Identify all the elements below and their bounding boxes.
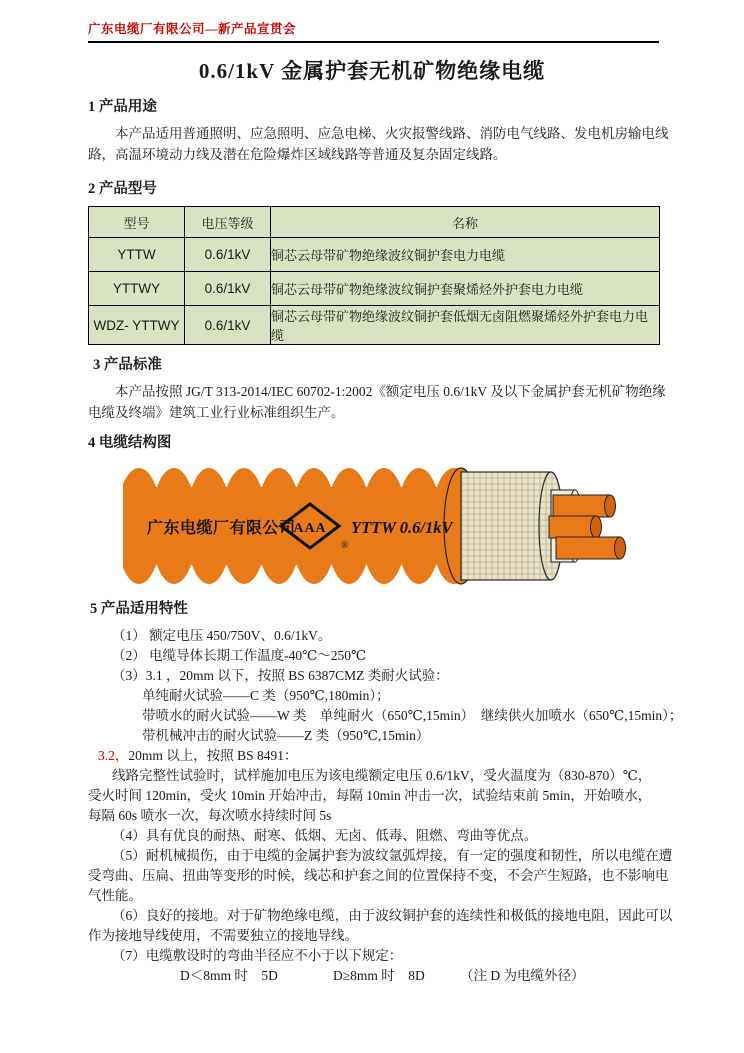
section-heading-1: 1 产品用途: [88, 99, 157, 115]
bend-radius-item: （注 D 为电缆外径）: [460, 968, 585, 983]
feature-list: [88, 626, 683, 986]
cell-name: 铜芯云母带矿物绝缘波纹铜护套电力电缆: [271, 238, 660, 272]
feature-line: 带喷水的耐火试验——W 类 单纯耐火（650℃,15min） 继续供火加喷水（650℃,15min）；: [142, 708, 683, 723]
paragraph-line: 电缆及终端》建筑工业行业标准组织生产。: [88, 405, 345, 420]
section1-paragraph: [88, 123, 669, 165]
header-title: 广东电缆厂有限公司—新产品宣贯会: [88, 22, 297, 36]
feature-line: （3）3.1 ，20mm 以下，按照 BS 6387CMZ 类耐火试验：: [112, 668, 449, 683]
column-header-volt: 电压等级: [185, 207, 271, 238]
section-heading-5: 5 产品适用特性: [90, 601, 188, 617]
feature-line: 受火时间 120min，受火 10min 开始冲击，每隔 10min 冲击一次，试验结束前 5min，开始喷水，: [88, 788, 652, 803]
section3-paragraph: [88, 381, 666, 423]
feature-line: 受弯曲、压扁、扭曲等变形的时候，线芯和护套之间的位置保持不变，不会产生短路，也不影响电: [88, 868, 669, 883]
red-clause-number: 3.2，: [98, 748, 129, 763]
conductor-middle: [549, 516, 602, 538]
feature-line: （2） 电缆导体长期工作温度-40℃～250℃: [112, 648, 367, 663]
feature-line: （7）电缆敷设时的弯曲半径应不小于以下规定：: [112, 948, 403, 963]
registered-mark: ®: [341, 540, 349, 551]
document-content: [88, 98, 683, 986]
cell-name: 铜芯云母带矿物绝缘波纹铜护套低烟无卤阻燃聚烯烃外护套电力电缆: [271, 306, 660, 345]
feature-line: 气性能。: [88, 888, 142, 903]
table-row: [89, 238, 660, 272]
feature-line: 线路完整性试验时，试样施加电压为该电缆额定电压 0.6/1kV，受火温度为（830-870）℃，: [112, 768, 652, 783]
cell-model: WDZ- YTTWY: [89, 306, 185, 345]
feature-line: 作为接地导线使用，不需要独立的接地导线。: [88, 928, 358, 943]
page-header: [88, 0, 659, 43]
column-header-name: 名称: [271, 207, 660, 238]
cell-model: YTTWY: [89, 272, 185, 306]
feature-line: 单纯耐火试验——C 类（950℃,180min）；: [142, 688, 390, 703]
bend-radius-item: D＜8mm 时 5D: [180, 968, 278, 983]
feature-line: （1） 额定电压 450/750V、0.6/1kV。: [112, 628, 332, 643]
conductor-top: [553, 495, 616, 517]
section-heading-2: 2 产品型号: [88, 181, 157, 197]
column-header-model: 型号: [89, 207, 185, 238]
cable-company-label: 广东电缆厂有限公司: [147, 520, 296, 537]
insulation-cylinder: [461, 472, 563, 580]
aaa-label: AAA: [293, 521, 327, 536]
paragraph-line: 本产品按照 JG/T 313-2014/IEC 60702-1:2002《额定电压 0.6/1kV 及以下金属护套无机矿物绝缘: [115, 384, 666, 399]
cable-diagram: [123, 463, 643, 589]
cell-name: 铜芯云母带矿物绝缘波纹铜护套聚烯烃外护套电力电缆: [271, 272, 660, 306]
feature-line: 每隔 60s 喷水一次，每次喷水持续时间 5s: [88, 808, 332, 823]
conductor-bottom: [556, 537, 626, 559]
cell-volt: 0.6/1kV: [185, 306, 271, 345]
cell-volt: 0.6/1kV: [185, 238, 271, 272]
model-table: [88, 206, 660, 345]
feature-line: 带机械冲击的耐火试验——Z 类（950℃,15min）: [142, 728, 430, 743]
model-table-wrap: [88, 206, 658, 345]
cable-model-label: YTTW 0.6/1kV: [351, 518, 453, 537]
table-row: [89, 306, 660, 345]
feature-line: 3.2，20mm 以上，按照 BS 8491：: [98, 748, 298, 763]
paragraph-line: 路，高温环境动力线及潜在危险爆炸区域线路等普通及复杂固定线路。: [88, 147, 507, 162]
feature-line: （5）耐机械损伤，由于电缆的金属护套为波纹氩弧焊接，有一定的强度和韧性，所以电缆在遭: [112, 848, 673, 863]
cell-model: YTTW: [89, 238, 185, 272]
paragraph-line: 本产品适用普通照明、应急照明、应急电梯、火灾报警线路、消防电气线路、发电机房输电线: [115, 126, 669, 141]
doc-title: 0.6/1kV 金属护套无机矿物绝缘电缆: [198, 59, 546, 83]
table-row: [89, 272, 660, 306]
section-heading-4: 4 电缆结构图: [88, 435, 172, 451]
feature-line: [88, 966, 658, 986]
table-header-row: [89, 207, 660, 238]
bend-radius-item: D≥8mm 时 8D: [333, 968, 425, 983]
cable-structure-figure: [123, 463, 643, 589]
feature-line: （6）良好的接地。对于矿物绝缘电缆，由于波纹铜护套的连续性和极低的接地电阻，因此可以: [112, 908, 673, 923]
section-heading-3: 3 产品标准: [93, 357, 162, 373]
cell-volt: 0.6/1kV: [185, 272, 271, 306]
feature-line: （4）具有优良的耐热、耐寒、低烟、无卤、低毒、阻燃、弯曲等优点。: [112, 828, 538, 843]
